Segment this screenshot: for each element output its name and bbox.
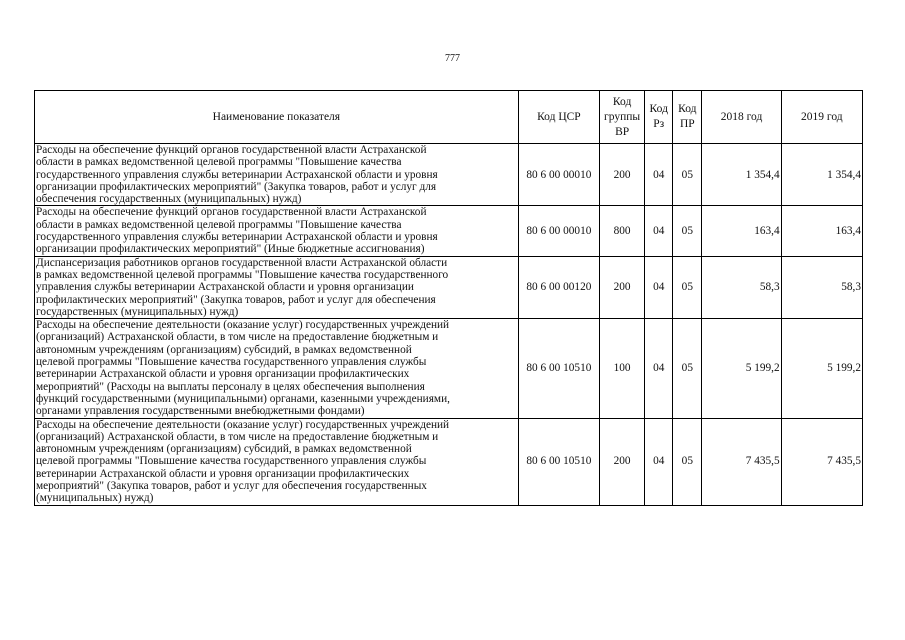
row-name-line: (муниципальных) нужд) <box>36 492 154 505</box>
row-vr-code: 200 <box>600 144 645 206</box>
row-pr-code: 05 <box>673 144 702 206</box>
header-vr-line1: Код <box>612 95 632 108</box>
row-vr-code: 800 <box>600 206 645 256</box>
row-rz-code: 04 <box>645 206 673 256</box>
row-name-line: государственных (муниципальных) нужд) <box>36 305 239 318</box>
row-name-line: Диспансеризация работников органов государственной власти Астраханской области <box>36 256 448 269</box>
row-csr-code: 80 6 00 10510 <box>518 418 599 505</box>
row-name-line: целевой программы "Повышение качества государственного управления службы <box>36 455 427 468</box>
row-rz-code: 04 <box>645 319 673 418</box>
row-name-line: ветеринарии Астраханской области и уровня организации профилактических <box>36 467 410 480</box>
row-rz-code: 04 <box>645 256 673 318</box>
row-name-line: мероприятий" (Закупка товаров, работ и услуг для обеспечения государственных <box>36 480 427 493</box>
table-header-row <box>35 91 863 144</box>
row-name-line: управления службы ветеринарии Астраханской области и уровня организации <box>36 281 414 294</box>
row-name-line: государственного управления службы ветеринарии Астраханской области и уровня <box>36 231 438 244</box>
row-pr-code: 05 <box>673 206 702 256</box>
row-name-cell <box>35 418 519 505</box>
row-name-cell <box>35 319 519 418</box>
budget-table <box>34 90 863 506</box>
row-name-line: ветеринарии Астраханской области и уровня организации профилактических <box>36 368 410 381</box>
header-pr-line1: Код <box>678 103 697 115</box>
row-value-2019: 1 354,4 <box>781 144 862 206</box>
row-name-line: области в рамках ведомственной целевой программы "Повышение качества <box>36 218 402 231</box>
header-vr-line3: ВР <box>615 125 630 138</box>
row-name-cell <box>35 256 519 318</box>
row-csr-code: 80 6 00 00010 <box>518 144 599 206</box>
row-pr-code: 05 <box>673 319 702 418</box>
header-2018: 2018 год <box>702 91 781 144</box>
row-value-2019: 58,3 <box>781 256 862 318</box>
page-number: 777 <box>445 53 460 64</box>
row-name-line: в рамках ведомственной целевой программы "Повышение качества государственного <box>36 268 449 281</box>
row-value-2018: 163,4 <box>702 206 781 256</box>
table-row <box>35 319 863 418</box>
row-name-line: (организаций) Астраханской области, в том числе на предоставление бюджетным и <box>36 430 439 443</box>
row-value-2019: 163,4 <box>781 206 862 256</box>
row-name-line: обеспечения государственных (муниципальных) нужд) <box>36 193 302 206</box>
row-name-line: государственного управления службы ветеринарии Астраханской области и уровня <box>36 168 438 181</box>
row-csr-code: 80 6 00 00120 <box>518 256 599 318</box>
row-name-line: мероприятий" (Расходы на выплаты персоналу в целях обеспечения выполнения <box>36 380 425 393</box>
row-vr-code: 200 <box>600 418 645 505</box>
row-value-2019: 7 435,5 <box>781 418 862 505</box>
row-pr-code: 05 <box>673 418 702 505</box>
row-value-2018: 7 435,5 <box>702 418 781 505</box>
header-pr-line2: ПР <box>679 118 695 130</box>
row-name-cell <box>35 144 519 206</box>
row-name-cell <box>35 206 519 256</box>
header-rz-line2: Рз <box>653 118 665 130</box>
row-name-line: Расходы на обеспечение функций органов государственной власти Астраханской <box>36 206 427 219</box>
table-body <box>35 144 863 506</box>
row-vr-code: 100 <box>600 319 645 418</box>
row-name-line: функций государственными (муниципальными) органами, казенными учреждениями, <box>36 392 450 405</box>
header-vr <box>600 91 645 144</box>
row-rz-code: 04 <box>645 418 673 505</box>
row-name-line: целевой программы "Повышение качества государственного управления службы <box>36 356 427 369</box>
header-pr <box>673 91 702 144</box>
row-name-line: Расходы на обеспечение деятельности (оказание услуг) государственных учреждений <box>36 319 450 332</box>
row-rz-code: 04 <box>645 144 673 206</box>
row-csr-code: 80 6 00 00010 <box>518 206 599 256</box>
row-pr-code: 05 <box>673 256 702 318</box>
row-name-line: (организаций) Астраханской области, в том числе на предоставление бюджетным и <box>36 331 439 344</box>
table-row <box>35 206 863 256</box>
table-row <box>35 256 863 318</box>
table-row <box>35 144 863 206</box>
row-value-2018: 58,3 <box>702 256 781 318</box>
row-value-2018: 5 199,2 <box>702 319 781 418</box>
row-name-line: автономным учреждениям (организациям) субсидий, в рамках ведомственной <box>36 343 412 356</box>
header-vr-line2: группы <box>604 110 641 123</box>
header-csr: Код ЦСР <box>518 91 599 144</box>
row-name-line: Расходы на обеспечение функций органов государственной власти Астраханской <box>36 144 427 156</box>
row-name-line: профилактических мероприятий" (Закупка товаров, работ и услуг для обеспечения <box>36 293 436 306</box>
row-name-line: автономным учреждениям (организациям) субсидий, в рамках ведомственной <box>36 443 412 456</box>
row-vr-code: 200 <box>600 256 645 318</box>
header-2019: 2019 год <box>781 91 862 144</box>
row-name-line: органами управления государственными внебюджетными фондами) <box>36 405 365 418</box>
row-name-line: Расходы на обеспечение деятельности (оказание услуг) государственных учреждений <box>36 418 450 431</box>
header-name: Наименование показателя <box>35 91 519 144</box>
row-value-2018: 1 354,4 <box>702 144 781 206</box>
row-csr-code: 80 6 00 10510 <box>518 319 599 418</box>
row-name-line: организации профилактических мероприятий" (Иные бюджетные ассигнования) <box>36 243 425 256</box>
row-name-line: организации профилактических мероприятий" (Закупка товаров, работ и услуг для <box>36 180 437 193</box>
header-rz <box>645 91 673 144</box>
row-name-line: области в рамках ведомственной целевой программы "Повышение качества <box>36 156 402 169</box>
header-rz-line1: Код <box>649 103 668 115</box>
table-row <box>35 418 863 505</box>
row-value-2019: 5 199,2 <box>781 319 862 418</box>
